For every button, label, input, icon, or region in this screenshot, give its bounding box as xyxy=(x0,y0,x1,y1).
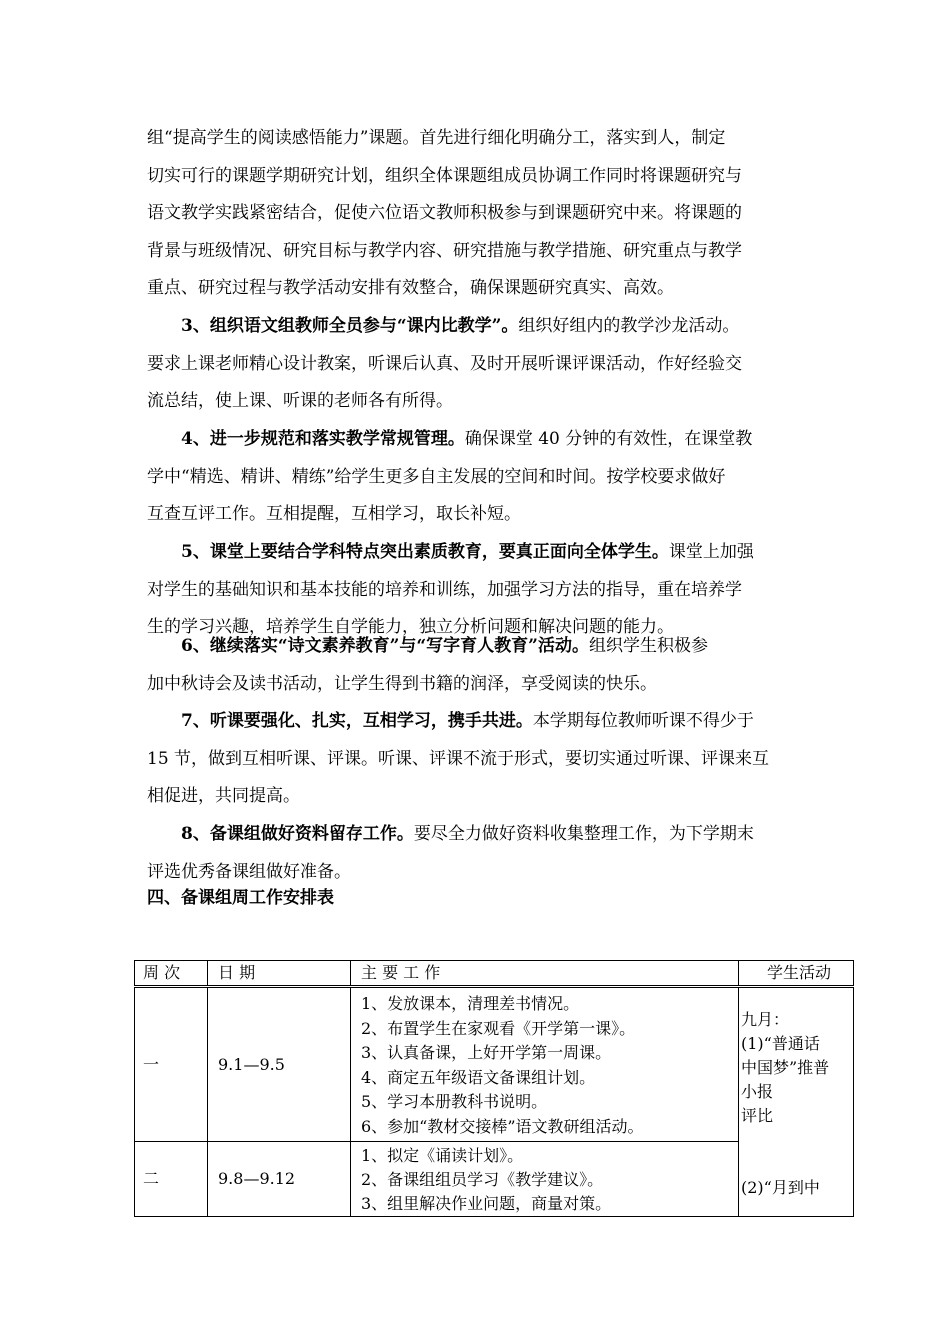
work-item: 4、商定五年级语文备课组计划。 xyxy=(361,1067,596,1087)
text-line: 学中“精选、精讲、精练”给学生更多自主发展的空间和时间。按学校要求做好 xyxy=(147,466,726,487)
text-line: 背景与班级情况、研究目标与教学内容、研究措施与教学措施、研究重点与教学 xyxy=(147,240,742,261)
header-date: 日 期 xyxy=(208,961,351,987)
activity-line: 小报 xyxy=(741,1082,774,1101)
section-heading: 四、备课组周工作安排表 xyxy=(147,888,334,908)
text-line: 重点、研究过程与教学活动安排有效整合，确保课题研究真实、高效。 xyxy=(147,278,674,299)
activity-line: 中国梦”推普 xyxy=(741,1058,830,1077)
header-work: 主 要 工 作 xyxy=(351,961,739,987)
text-line: 评选优秀备课组做好准备。 xyxy=(147,861,351,882)
table-row xyxy=(135,987,854,1142)
item-text: 课堂上加强 xyxy=(668,542,754,562)
work-item: 6、参加“教材交接棒”语文教研组活动。 xyxy=(361,1116,644,1136)
paragraph-research-topic xyxy=(147,120,807,308)
week-cell: 二 xyxy=(135,1142,208,1217)
text-line: 对学生的基础知识和基本技能的培养和训练，加强学习方法的指导，重在培养学 xyxy=(147,579,742,600)
work-item: 1、拟定《诵读计划》。 xyxy=(361,1146,524,1165)
item-title: 8、备课组做好资料留存工作。 xyxy=(181,824,414,844)
item-title: 4、进一步规范和落实教学常规管理。 xyxy=(181,429,465,449)
item-title: 7、听课要强化、扎实，互相学习，携手共进。 xyxy=(181,711,533,731)
table-header-row xyxy=(135,961,854,987)
text-line: 生的学习兴趣，培养学生自学能力，独立分析问题和解决问题的能力。 xyxy=(147,617,674,638)
activity-line: 评比 xyxy=(741,1106,774,1125)
date-cell: 9.1—9.5 xyxy=(208,987,351,1142)
text-line: 流总结，使上课、听课的老师各有所得。 xyxy=(147,391,453,412)
item-6 xyxy=(147,628,807,703)
work-item: 3、组里解决作业问题，商量对策。 xyxy=(361,1194,612,1213)
work-item: 1、发放课本，清理差书情况。 xyxy=(361,994,580,1013)
activity-cell xyxy=(739,987,854,1217)
work-cell xyxy=(351,987,739,1142)
item-title: 6、继续落实“诗文素养教育”与“写字育人教育”活动。 xyxy=(181,636,589,656)
date-cell: 9.8—9.12 xyxy=(208,1142,351,1217)
text-line: 加中秋诗会及读书活动，让学生得到书籍的润泽，享受阅读的快乐。 xyxy=(147,673,657,694)
text-line: 语文教学实践紧密结合，促使六位语文教师积极参与到课题研究中来。将课题的 xyxy=(147,203,742,224)
activity-line: (2)“月到中 xyxy=(741,1178,820,1197)
text-line: 要求上课老师精心设计教案，听课后认真、及时开展听课评课活动，作好经验交 xyxy=(147,353,742,374)
work-item: 2、备课组组员学习《教学建议》。 xyxy=(361,1170,604,1189)
activity-line: (1)“普通话 xyxy=(741,1034,820,1053)
work-item: 2、布置学生在家观看《开学第一课》。 xyxy=(361,1018,636,1038)
item-text: 组织好组内的教学沙龙活动。 xyxy=(518,316,740,336)
item-3 xyxy=(147,308,807,421)
work-cell xyxy=(351,1142,739,1217)
activity-line: 九月： xyxy=(741,1010,790,1029)
item-text: 要尽全力做好资料收集整理工作，为下学期末 xyxy=(413,824,754,844)
work-item: 5、学习本册教科书说明。 xyxy=(361,1092,548,1111)
text-line: 15 节，做到互相听课、评课。听课、评课不流于形式，要切实通过听课、评课来互 xyxy=(147,748,770,769)
item-text: 组织学生积极参 xyxy=(588,636,708,656)
text-line: 组“提高学生的阅读感悟能力”课题。首先进行细化明确分工，落实到人，制定 xyxy=(147,128,726,148)
header-week: 周 次 xyxy=(135,961,208,987)
header-activity: 学生活动 xyxy=(739,961,854,987)
item-text: 确保课堂 40 分钟的有效性，在课堂教 xyxy=(464,429,753,449)
text-line: 切实可行的课题学期研究计划，组织全体课题组成员协调工作同时将课题研究与 xyxy=(147,165,742,186)
work-item: 3、认真备课，上好开学第一周课。 xyxy=(361,1043,612,1062)
item-4 xyxy=(147,421,807,534)
item-7 xyxy=(147,703,807,816)
item-title: 3、组织语文组教师全员参与“课内比教学”。 xyxy=(181,316,519,336)
item-8 xyxy=(147,816,807,891)
item-title: 5、课堂上要结合学科特点突出素质教育，要真正面向全体学生。 xyxy=(181,542,669,562)
text-line: 相促进，共同提高。 xyxy=(147,786,300,807)
item-text: 本学期每位教师听课不得少于 xyxy=(532,711,754,731)
week-cell: 一 xyxy=(135,987,208,1142)
text-line: 互查互评工作。互相提醒，互相学习，取长补短。 xyxy=(147,504,521,525)
weekly-schedule-table xyxy=(134,960,854,1217)
